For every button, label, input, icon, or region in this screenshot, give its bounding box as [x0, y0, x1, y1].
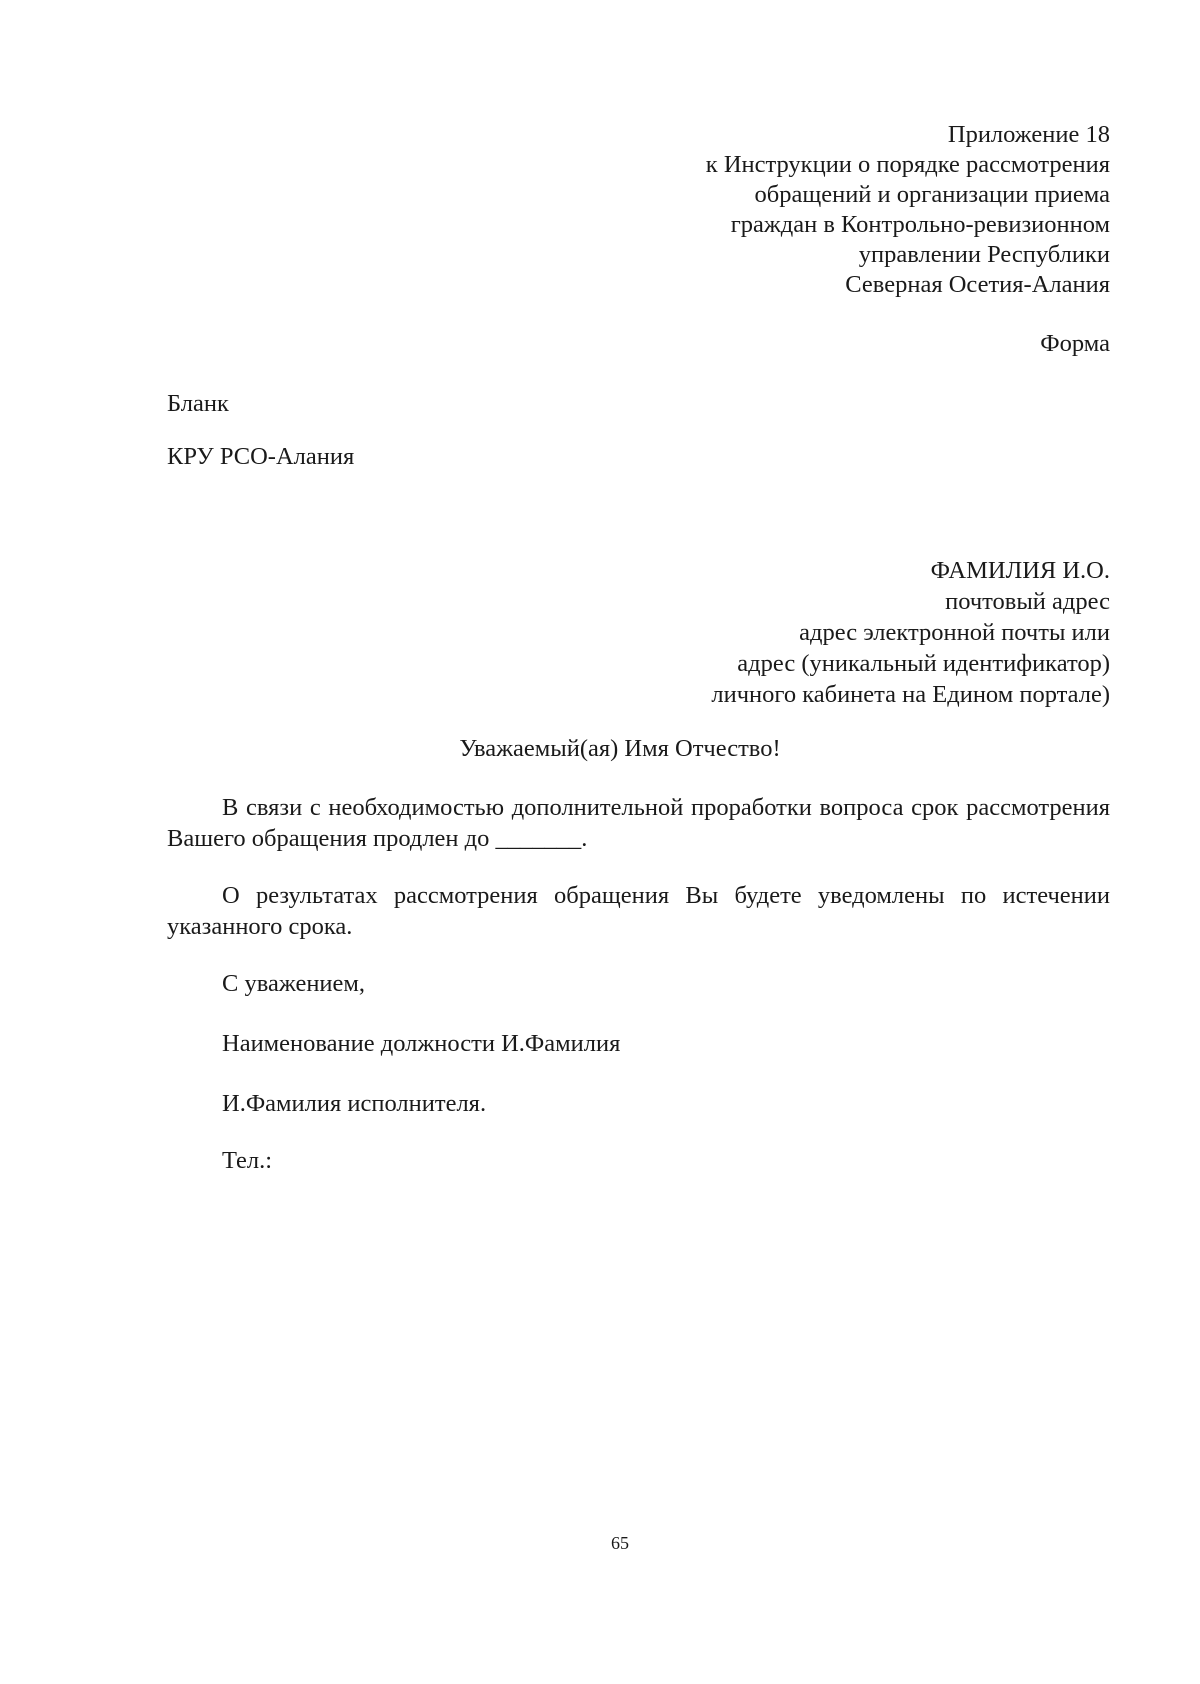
paragraph-notification: О результатах рассмотрения обращения Вы будете уведомлены по истечении указанного срока. [167, 882, 1110, 940]
signatory: Наименование должности И.Фамилия [222, 1030, 621, 1057]
appendix-header [550, 120, 1110, 300]
addressee-postal: почтовый адрес [945, 588, 1110, 615]
organization-name: КРУ РСО-Алания [167, 443, 355, 470]
appendix-line: управлении Республики [858, 241, 1110, 268]
appendix-line: Приложение 18 [947, 121, 1110, 148]
form-label: Форма [1040, 330, 1110, 357]
phone-label: Тел.: [222, 1147, 273, 1174]
appendix-line: обращений и организации приема [754, 181, 1110, 208]
blank-label: Бланк [167, 390, 229, 417]
appendix-line: Северная Осетия-Алания [845, 271, 1110, 298]
closing: С уважением, [222, 970, 366, 997]
addressee-block [510, 555, 1110, 710]
greeting: Уважаемый(ая) Имя Отчество! [459, 735, 781, 762]
appendix-line: к Инструкции о порядке рассмотрения [705, 151, 1110, 178]
addressee-email: адрес электронной почты или [799, 619, 1110, 646]
addressee-unique-id: адрес (уникальный идентификатор) [737, 650, 1110, 677]
appendix-line: граждан в Контрольно-ревизионном [730, 211, 1110, 238]
addressee-name: ФАМИЛИЯ И.О. [930, 557, 1110, 584]
paragraph-extension: В связи с необходимостью дополнительной проработки вопроса срок рассмотрения Вашего обращения продлен до _______. [167, 794, 1110, 852]
addressee-portal: личного кабинета на Едином портале) [711, 681, 1110, 708]
page-number: 65 [611, 1533, 629, 1553]
executor: И.Фамилия исполнителя. [222, 1090, 487, 1117]
